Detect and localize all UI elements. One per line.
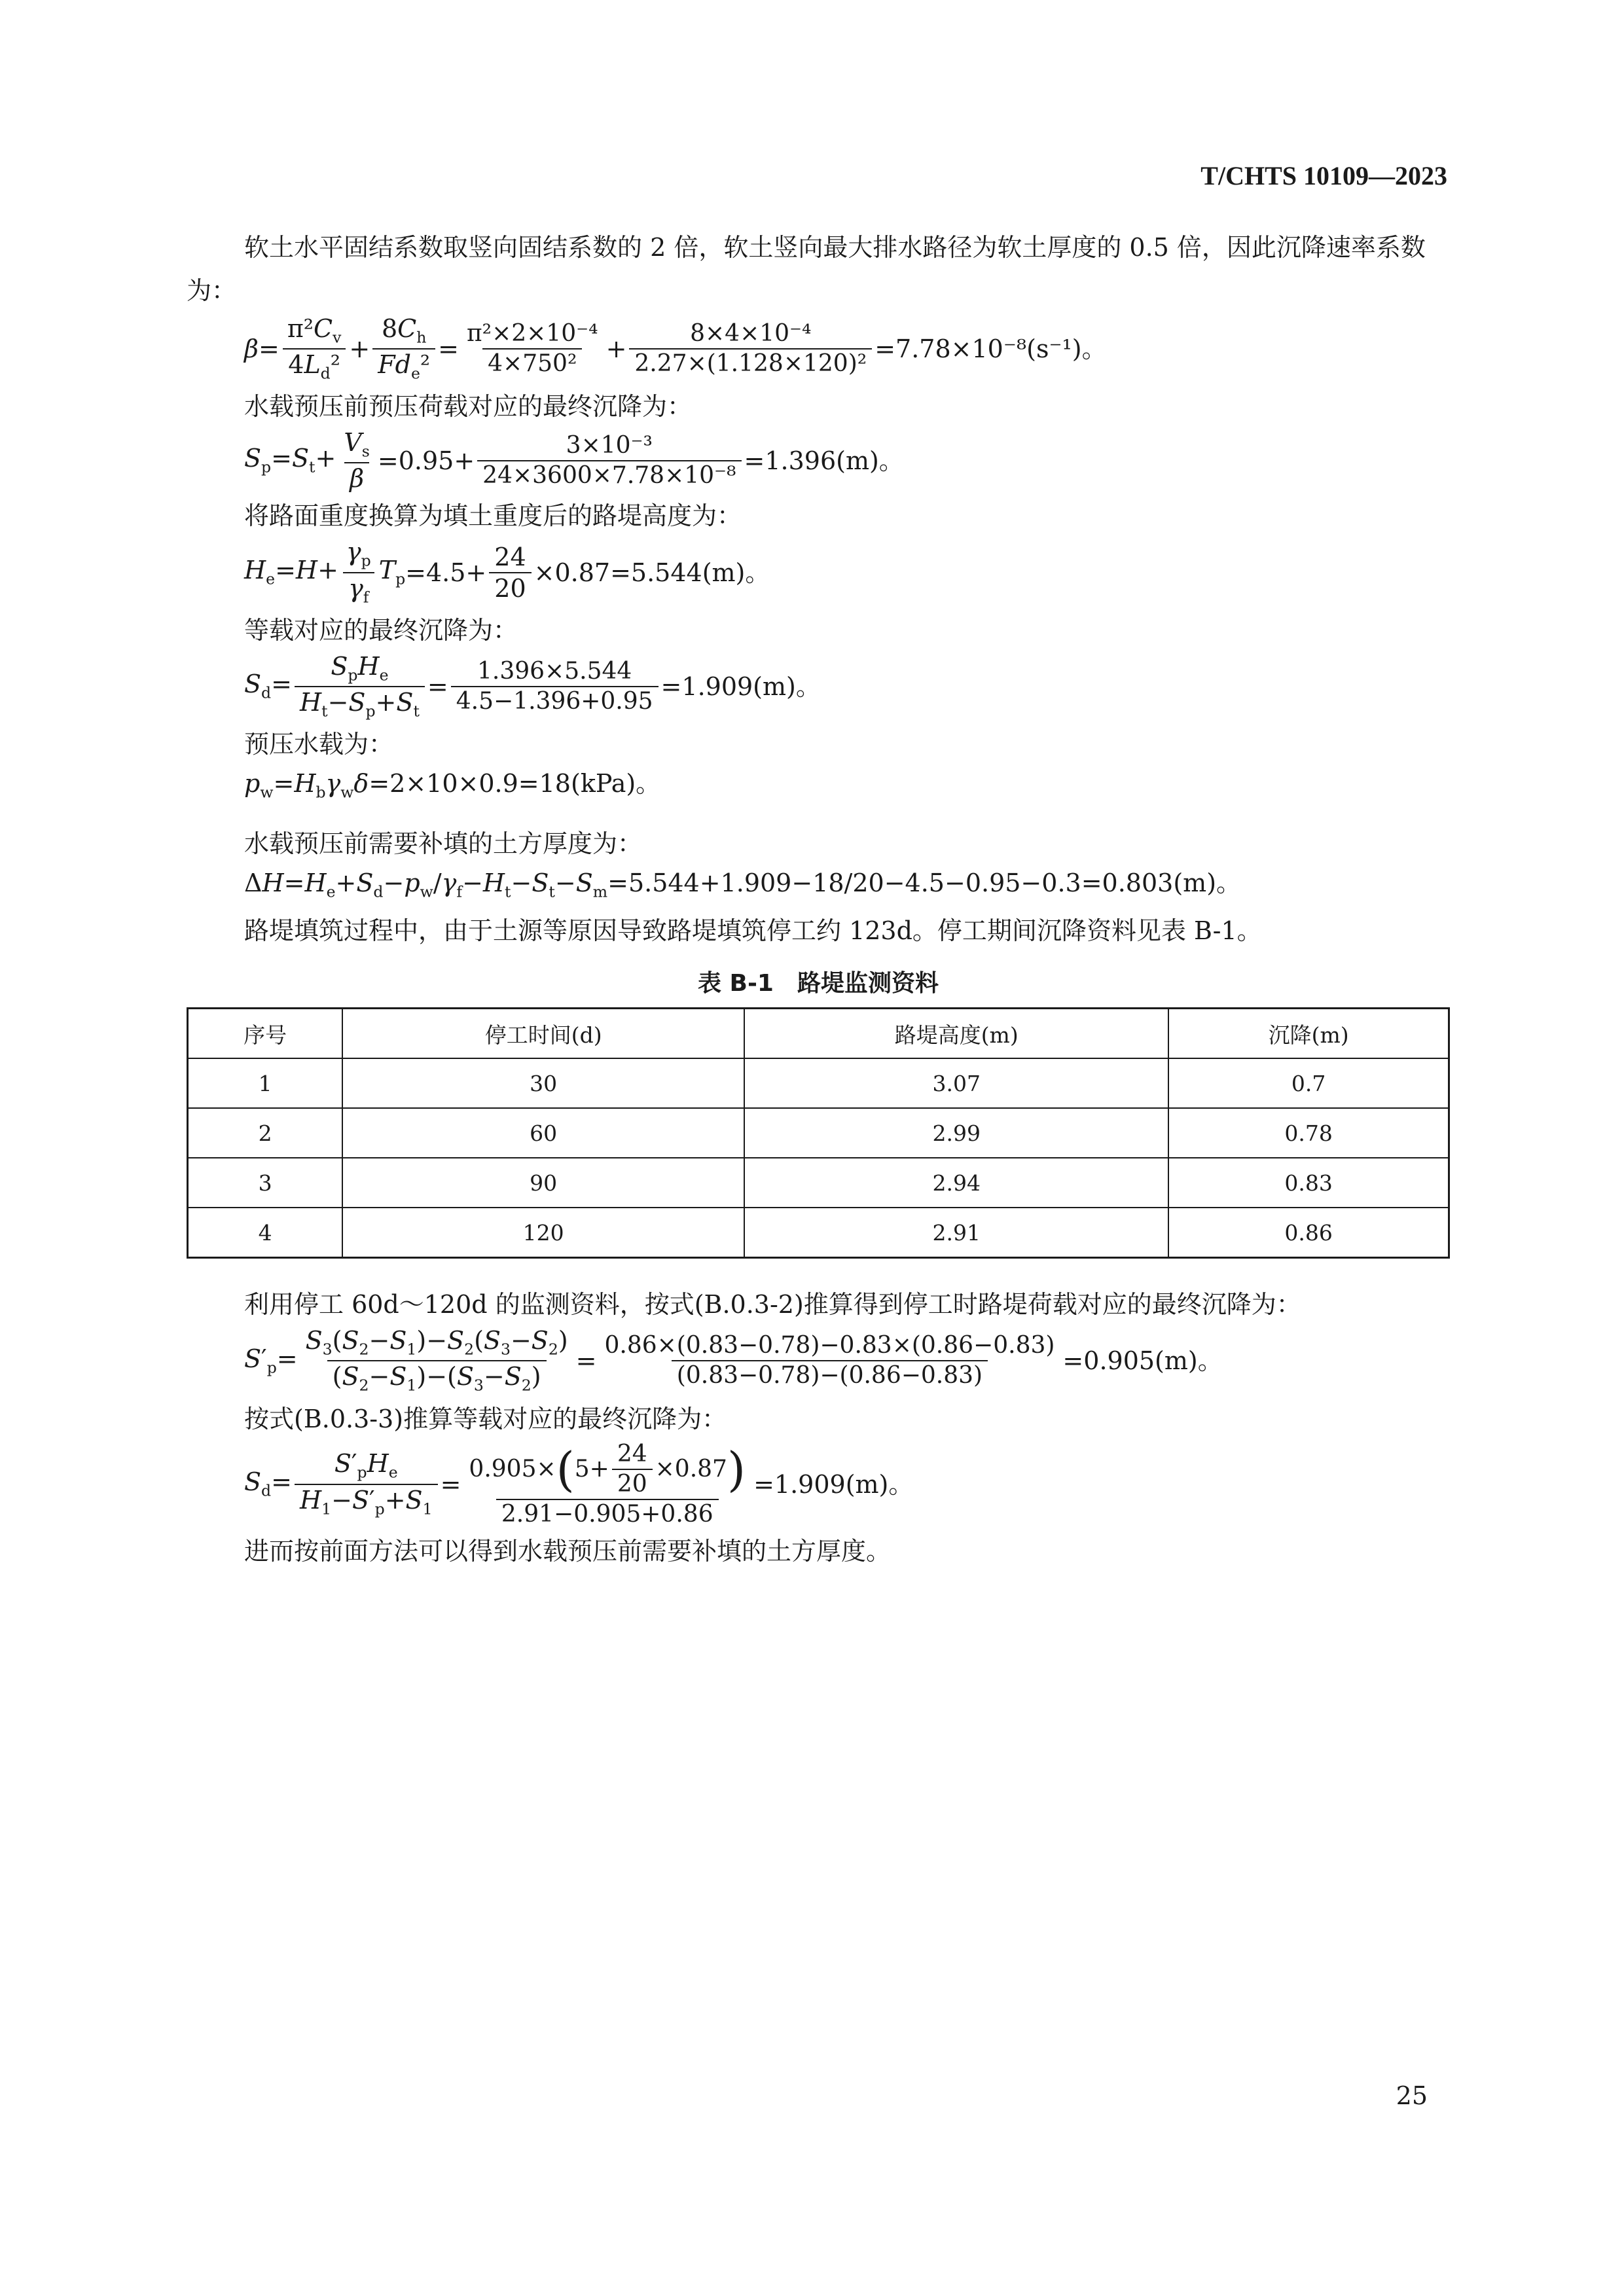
beta-result: =7.78×10⁻⁸(s⁻¹)。 [875,334,1107,364]
equation-sd: $S_d=$ $\frac{S_pH_e}{H_t-S_p+S_t}$ = $\frac{1.396\times 5.544}{4.5-1.396+0.95}$ =1.909(m)。 [244,651,821,721]
cell-index: 1 [188,1058,343,1108]
equation-beta: β = $\frac{\pi^2C_v}{4L_d^2}$ + $\frac{8C_h}{Fd_e^2}$ = $\frac{\text{π²×2×10⁻⁴}}{\text{4×750²}}$ + $\frac{\text{8×4×10⁻⁴}}{\text{2.27×(1.128×120)²}}$ =7.78×10⁻⁸(s⁻¹)。 [244,314,1107,383]
cell-index: 3 [188,1158,343,1208]
equation-he: $H_e=H+$ $\frac{\gamma_p}{\gamma_f}$ $T_p$ =4.5+ $\frac{24}{20}$ ×0.87=5.544(m)。 [244,537,770,607]
cell-height: 2.91 [744,1208,1168,1258]
page-number: 25 [1396,2081,1428,2110]
paragraph-sd-label: 等载对应的最终沉降为： [244,615,518,645]
cell-index: 4 [188,1208,343,1258]
col-header-settlement: 沉降(m) [1168,1009,1449,1059]
cell-time: 90 [342,1158,744,1208]
col-header-height: 路堤高度(m) [744,1009,1168,1059]
cell-height: 3.07 [744,1058,1168,1108]
table-row [188,1158,1449,1208]
col-header-time: 停工时间(d) [342,1009,744,1059]
cell-settlement: 0.7 [1168,1058,1449,1108]
cell-settlement: 0.78 [1168,1108,1449,1158]
equation-sp: $S_p=S_t+$ $\frac{V_s}{\beta}$ =0.95+ $\frac{\text{3×10⁻³}}{\text{24×3600×7.78×10⁻⁸}}$ =1.396(m)。 [244,428,904,493]
cell-settlement: 0.86 [1168,1208,1449,1258]
table-header-row [188,1009,1449,1059]
paragraph-sp-label: 水载预压前预压荷载对应的最终沉降为： [244,392,693,422]
equation-sd2: $S_d=$ $\frac{S'_pH_e}{H_1-S'_p+S_1}$ = 0.905× ( 5+ $\frac{24}{20}$ ×0.87 ) 2.91−0.905+0.86 =1.909(m)。 [244,1440,914,1528]
table-row [188,1108,1449,1158]
paragraph-he-label: 将路面重度换算为填土重度后的路堤高度为： [244,501,742,531]
document-code: T/CHTS 10109—2023 [1200,161,1447,190]
paragraph-consolidation: 软土水平固结系数取竖向固结系数的 2 倍，软土竖向最大排水路径为软土厚度的 0.5 倍，因此沉降速率系数为： [187,233,1426,305]
paragraph-pw-label: 预压水载为： [244,730,394,759]
cell-time: 120 [342,1208,744,1258]
table-row [188,1058,1449,1108]
equation-pw: $p_w=H_b\gamma_w\delta=2\times 10\times 0.9=18(kPa)$。 [244,769,661,802]
cell-height: 2.99 [744,1108,1168,1158]
table-title: 表 B-1 路堤监测资料 [698,970,939,997]
col-header-index: 序号 [188,1009,343,1059]
table-row [188,1208,1449,1258]
paragraph-spp-label: 利用停工 60d～120d 的监测资料，按式(B.0.3-2)推算得到停工时路堤荷载对应的最终沉降为： [244,1290,1301,1319]
cell-time: 30 [342,1058,744,1108]
cell-time: 60 [342,1108,744,1158]
paragraph-conclusion: 进而按前面方法可以得到水载预压前需要补填的土方厚度。 [244,1536,892,1566]
cell-height: 2.94 [744,1158,1168,1208]
paragraph-sd2-label: 按式(B.0.3-3)推算等载对应的最终沉降为： [244,1404,727,1433]
equation-dh: $\Delta H=H_e+S_d-p_w/\gamma_f-H_t-S_t-S_m=5.544+1.909-18/20-4.5-0.95-0.3=0.803(m)$。 [244,868,1242,901]
equation-sp-prime: $S'_p=$ $\frac{S_3(S_2-S_1)-S_2(S_3-S_2)}{(S_2-S_1)-(S_3-S_2)}$ = $\frac{0.86\times(0.83-0.78)-0.83\times(0.86-0.83)}{(0.83-0.78)-(0.86-0.83)}$ =0.905(m)。 [244,1326,1223,1395]
paragraph-stop: 路堤填筑过程中，由于土源等原因导致路堤填筑停工约 123d。停工期间沉降资料见表 B-1。 [244,916,1262,946]
page-content [187,226,1450,1571]
monitoring-table [187,1007,1450,1259]
paragraph-dh-label: 水载预压前需要补填的土方厚度为： [244,829,643,858]
cell-settlement: 0.83 [1168,1158,1449,1208]
cell-index: 2 [188,1108,343,1158]
